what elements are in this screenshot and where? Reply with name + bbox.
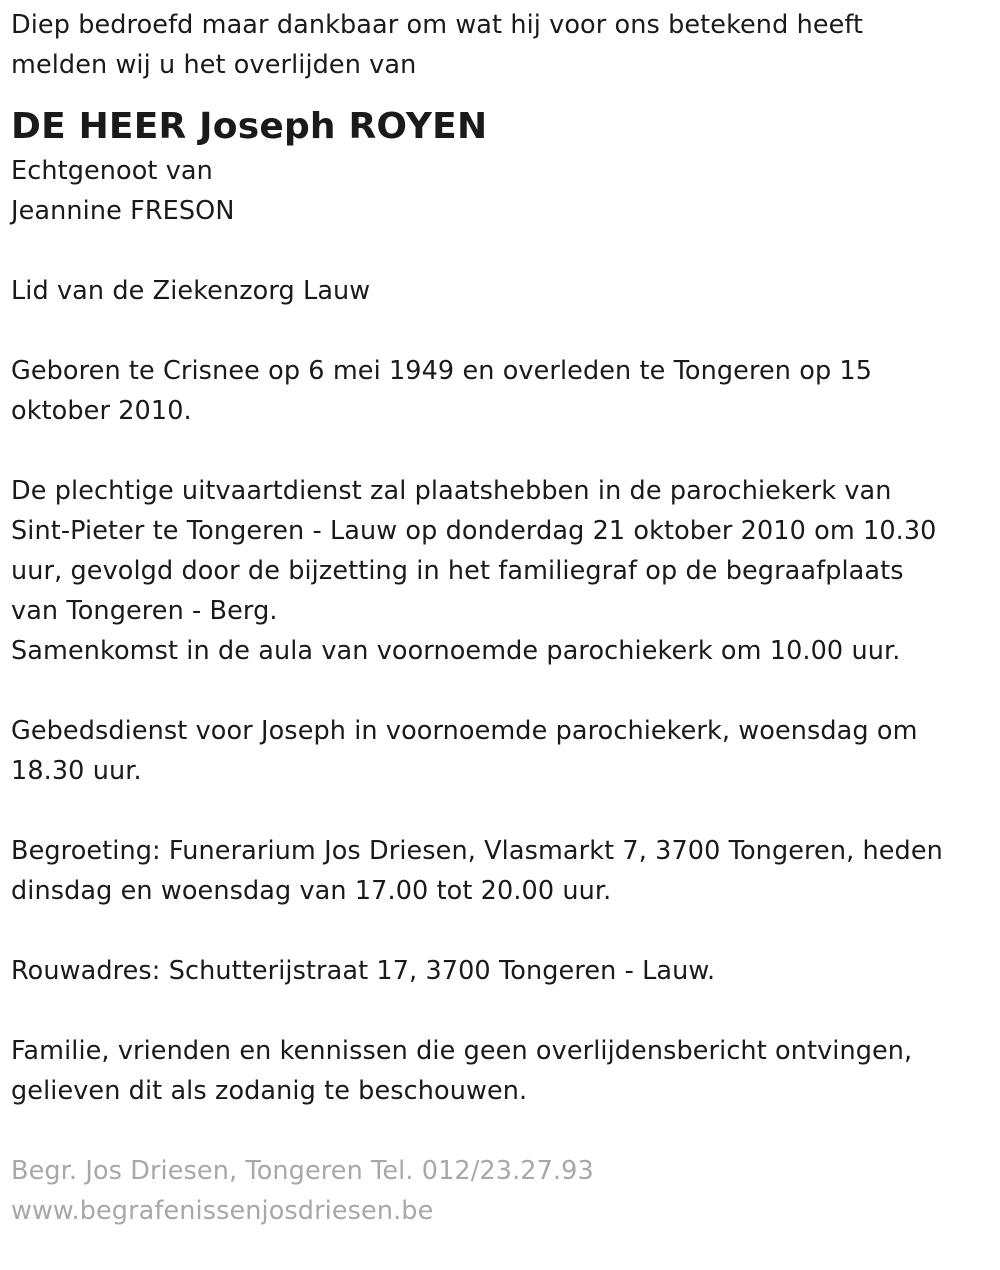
birth-death-section — [11, 351, 991, 431]
spacer — [11, 231, 991, 271]
mourning-address: Rouwadres: Schutterijstraat 17, 3700 Tongeren - Lauw. — [11, 956, 716, 986]
intro-line: Diep bedroefd maar dankbaar om wat hij voor ons betekend heeft — [11, 10, 864, 40]
funeral-line: Sint-Pieter te Tongeren - Lauw op donderdag 21 oktober 2010 om 10.30 — [11, 516, 937, 546]
spacer — [11, 311, 991, 351]
visitation-line: Begroeting: Funerarium Jos Driesen, Vlasmarkt 7, 3700 Tongeren, heden — [11, 836, 943, 866]
spacer — [11, 431, 991, 471]
obituary-notice — [11, 0, 991, 1231]
spacer — [11, 991, 991, 1031]
birth-death-line: Geboren te Crisnee op 6 mei 1949 en overleden te Tongeren op 15 — [11, 356, 873, 386]
visitation-line: dinsdag en woensdag van 17.00 tot 20.00 uur. — [11, 876, 612, 906]
funeral-line: De plechtige uitvaartdienst zal plaatshebben in de parochiekerk van — [11, 476, 892, 506]
intro-line: melden wij u het overlijden van — [11, 50, 417, 80]
spacer — [11, 911, 991, 951]
prayer-service-section — [11, 711, 991, 791]
prayer-service-line: Gebedsdienst voor Joseph in voornoemde parochiekerk, woensdag om — [11, 716, 918, 746]
spouse-section — [11, 151, 991, 231]
spouse-name: Jeannine FRESON — [11, 196, 235, 226]
spacer — [11, 791, 991, 831]
closing-section — [11, 1031, 991, 1111]
closing-line: gelieven dit als zodanig te beschouwen. — [11, 1076, 528, 1106]
funeral-line: uur, gevolgd door de bijzetting in het familiegraf op de begraafplaats — [11, 556, 904, 586]
birth-death-line: oktober 2010. — [11, 396, 192, 426]
deceased-name: DE HEER Joseph ROYEN — [11, 106, 488, 147]
spacer — [11, 1111, 991, 1151]
funeral-line: van Tongeren - Berg. — [11, 596, 278, 626]
visitation-section — [11, 831, 991, 911]
intro-text — [11, 5, 991, 85]
funeral-home-website: www.begrafenissenjosdriesen.be — [11, 1196, 434, 1226]
footer — [11, 1151, 991, 1231]
funeral-line: Samenkomst in de aula van voornoemde parochiekerk om 10.00 uur. — [11, 636, 901, 666]
prayer-service-line: 18.30 uur. — [11, 756, 142, 786]
funeral-section — [11, 471, 991, 671]
spouse-line: Echtgenoot van — [11, 156, 213, 186]
spacer — [11, 671, 991, 711]
funeral-home-contact: Begr. Jos Driesen, Tongeren Tel. 012/23.27.93 — [11, 1156, 594, 1186]
membership-text: Lid van de Ziekenzorg Lauw — [11, 276, 371, 306]
closing-line: Familie, vrienden en kennissen die geen overlijdensbericht ontvingen, — [11, 1036, 913, 1066]
